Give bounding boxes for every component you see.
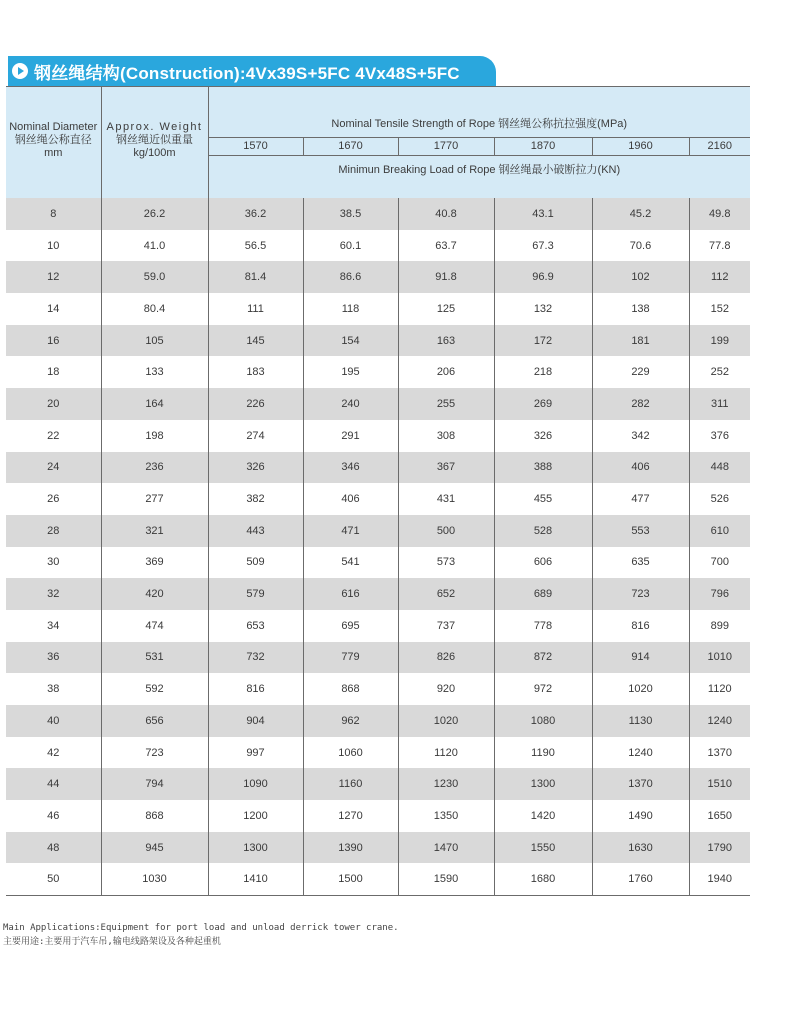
- diameter-cell: 38: [6, 673, 101, 705]
- breaking-load-cell: 1300: [208, 832, 303, 864]
- diameter-cell: 40: [6, 705, 101, 737]
- breaking-load-cell: 406: [592, 452, 689, 484]
- table-row: [6, 356, 750, 388]
- play-circle-icon: [12, 63, 28, 79]
- breaking-load-cell: 1010: [689, 642, 750, 674]
- breaking-load-cell: 914: [592, 642, 689, 674]
- footnote-zh: 主要用途:主要用于汽车吊,输电线路架设及各种起重机: [3, 937, 221, 947]
- weight-cell: 531: [101, 642, 208, 674]
- breaking-load-cell: 70.6: [592, 230, 689, 262]
- breaking-load-cell: 132: [494, 293, 592, 325]
- breaking-load-cell: 1410: [208, 863, 303, 895]
- breaking-load-cell: 1130: [592, 705, 689, 737]
- breaking-load-cell: 779: [303, 642, 398, 674]
- breaking-load-cell: 40.8: [398, 198, 494, 230]
- breaking-load-cell: 455: [494, 483, 592, 515]
- weight-cell: 868: [101, 800, 208, 832]
- breaking-load-cell: 723: [592, 578, 689, 610]
- diameter-cell: 48: [6, 832, 101, 864]
- breaking-load-cell: 172: [494, 325, 592, 357]
- grade-1770: 1770: [398, 138, 494, 156]
- breaking-load-cell: 308: [398, 420, 494, 452]
- table-row: [6, 673, 750, 705]
- breaking-load-cell: 183: [208, 356, 303, 388]
- grade-1670: 1670: [303, 138, 398, 156]
- breaking-load-cell: 431: [398, 483, 494, 515]
- breaking-load-cell: 229: [592, 356, 689, 388]
- grade-1870: 1870: [494, 138, 592, 156]
- breaking-load-cell: 86.6: [303, 261, 398, 293]
- breaking-load-cell: 1270: [303, 800, 398, 832]
- breaking-load-cell: 274: [208, 420, 303, 452]
- diameter-cell: 18: [6, 356, 101, 388]
- breaking-load-cell: 255: [398, 388, 494, 420]
- breaking-load-cell: 1550: [494, 832, 592, 864]
- breaking-load-cell: 125: [398, 293, 494, 325]
- diameter-cell: 44: [6, 768, 101, 800]
- breaking-load-cell: 195: [303, 356, 398, 388]
- breaking-load-cell: 700: [689, 547, 750, 579]
- weight-label-en: Approx. Weight: [106, 121, 203, 133]
- breaking-load-cell: 500: [398, 515, 494, 547]
- weight-cell: 1030: [101, 863, 208, 895]
- breaking-load-cell: 796: [689, 578, 750, 610]
- table-row: [6, 198, 750, 230]
- breaking-load-cell: 1230: [398, 768, 494, 800]
- breaking-load-cell: 526: [689, 483, 750, 515]
- breaking-load-cell: 181: [592, 325, 689, 357]
- breaking-load-cell: 1490: [592, 800, 689, 832]
- breaking-load-cell: 528: [494, 515, 592, 547]
- diameter-cell: 24: [6, 452, 101, 484]
- diameter-cell: 42: [6, 737, 101, 769]
- table-row: [6, 420, 750, 452]
- breaking-load-cell: 872: [494, 642, 592, 674]
- diameter-cell: 26: [6, 483, 101, 515]
- weight-cell: 656: [101, 705, 208, 737]
- breaking-load-cell: 1390: [303, 832, 398, 864]
- breaking-load-cell: 111: [208, 293, 303, 325]
- weight-cell: 321: [101, 515, 208, 547]
- weight-header: [101, 87, 208, 199]
- weight-cell: 198: [101, 420, 208, 452]
- diameter-cell: 34: [6, 610, 101, 642]
- table-row: [6, 578, 750, 610]
- breaking-load-cell: 1630: [592, 832, 689, 864]
- breaking-load-cell: 1350: [398, 800, 494, 832]
- breaking-load-cell: 1370: [689, 737, 750, 769]
- weight-label-zh: 钢丝绳近似重量: [116, 134, 193, 146]
- breaking-load-cell: 448: [689, 452, 750, 484]
- table-row: [6, 230, 750, 262]
- breaking-load-cell: 63.7: [398, 230, 494, 262]
- breaking-load-cell: 1020: [592, 673, 689, 705]
- breaking-load-cell: 342: [592, 420, 689, 452]
- weight-cell: 164: [101, 388, 208, 420]
- nominal-diameter-header: [6, 87, 101, 199]
- weight-cell: 105: [101, 325, 208, 357]
- breaking-load-cell: 1590: [398, 863, 494, 895]
- breaking-load-cell: 91.8: [398, 261, 494, 293]
- weight-cell: 80.4: [101, 293, 208, 325]
- breaking-load-cell: 737: [398, 610, 494, 642]
- breaking-load-cell: 899: [689, 610, 750, 642]
- breaking-load-cell: 579: [208, 578, 303, 610]
- weight-unit: kg/100m: [133, 147, 176, 159]
- breaking-load-cell: 269: [494, 388, 592, 420]
- table-row: [6, 547, 750, 579]
- breaking-load-cell: 1940: [689, 863, 750, 895]
- breaking-load-cell: 1470: [398, 832, 494, 864]
- diameter-cell: 28: [6, 515, 101, 547]
- nominal-diameter-label-en: Nominal Diameter: [9, 121, 98, 133]
- breaking-load-cell: 920: [398, 673, 494, 705]
- breaking-load-cell: 311: [689, 388, 750, 420]
- breaking-load-cell: 826: [398, 642, 494, 674]
- breaking-load-cell: 163: [398, 325, 494, 357]
- breaking-load-cell: 904: [208, 705, 303, 737]
- breaking-load-cell: 252: [689, 356, 750, 388]
- weight-cell: 277: [101, 483, 208, 515]
- table-row: [6, 452, 750, 484]
- diameter-cell: 36: [6, 642, 101, 674]
- breaking-load-cell: 36.2: [208, 198, 303, 230]
- diameter-cell: 50: [6, 863, 101, 895]
- diameter-cell: 46: [6, 800, 101, 832]
- breaking-load-cell: 541: [303, 547, 398, 579]
- breaking-load-cell: 477: [592, 483, 689, 515]
- breaking-load-cell: 1760: [592, 863, 689, 895]
- breaking-load-cell: 695: [303, 610, 398, 642]
- grade-2160: 2160: [689, 138, 750, 156]
- breaking-load-cell: 1080: [494, 705, 592, 737]
- diameter-cell: 22: [6, 420, 101, 452]
- breaking-load-cell: 653: [208, 610, 303, 642]
- nominal-diameter-unit: mm: [44, 147, 63, 159]
- breaking-load-cell: 43.1: [494, 198, 592, 230]
- breaking-load-cell: 226: [208, 388, 303, 420]
- table-row: [6, 705, 750, 737]
- wire-rope-spec-table: [6, 86, 750, 896]
- breaking-load-cell: 56.5: [208, 230, 303, 262]
- nominal-diameter-label-zh: 钢丝绳公称直径: [14, 134, 92, 146]
- breaking-load-header: Minimun Breaking Load of Rope 钢丝绳最小破断拉力(KN): [208, 156, 750, 199]
- breaking-load-cell: 1190: [494, 737, 592, 769]
- breaking-load-cell: 606: [494, 547, 592, 579]
- breaking-load-cell: 1060: [303, 737, 398, 769]
- breaking-load-cell: 962: [303, 705, 398, 737]
- breaking-load-cell: 1300: [494, 768, 592, 800]
- breaking-load-cell: 326: [494, 420, 592, 452]
- breaking-load-cell: 1160: [303, 768, 398, 800]
- diameter-cell: 30: [6, 547, 101, 579]
- breaking-load-cell: 509: [208, 547, 303, 579]
- weight-cell: 133: [101, 356, 208, 388]
- tensile-strength-header: Nominal Tensile Strength of Rope 钢丝绳公称抗拉强度(MPa): [208, 87, 750, 138]
- grade-1960: 1960: [592, 138, 689, 156]
- breaking-load-cell: 1510: [689, 768, 750, 800]
- table-row: [6, 768, 750, 800]
- table-row: [6, 515, 750, 547]
- weight-cell: 236: [101, 452, 208, 484]
- breaking-load-cell: 1240: [689, 705, 750, 737]
- breaking-load-cell: 816: [592, 610, 689, 642]
- breaking-load-cell: 553: [592, 515, 689, 547]
- weight-cell: 945: [101, 832, 208, 864]
- breaking-load-cell: 81.4: [208, 261, 303, 293]
- table-row: [6, 800, 750, 832]
- breaking-load-cell: 388: [494, 452, 592, 484]
- table-row: [6, 325, 750, 357]
- weight-cell: 41.0: [101, 230, 208, 262]
- breaking-load-cell: 145: [208, 325, 303, 357]
- breaking-load-cell: 376: [689, 420, 750, 452]
- table-row: [6, 642, 750, 674]
- breaking-load-cell: 1020: [398, 705, 494, 737]
- breaking-load-cell: 282: [592, 388, 689, 420]
- weight-cell: 59.0: [101, 261, 208, 293]
- breaking-load-cell: 868: [303, 673, 398, 705]
- breaking-load-cell: 291: [303, 420, 398, 452]
- table-row: [6, 388, 750, 420]
- diameter-cell: 16: [6, 325, 101, 357]
- breaking-load-cell: 138: [592, 293, 689, 325]
- breaking-load-cell: 346: [303, 452, 398, 484]
- table-row: [6, 832, 750, 864]
- weight-cell: 420: [101, 578, 208, 610]
- diameter-cell: 14: [6, 293, 101, 325]
- breaking-load-cell: 635: [592, 547, 689, 579]
- breaking-load-cell: 471: [303, 515, 398, 547]
- weight-cell: 369: [101, 547, 208, 579]
- breaking-load-cell: 96.9: [494, 261, 592, 293]
- breaking-load-cell: 1500: [303, 863, 398, 895]
- weight-cell: 26.2: [101, 198, 208, 230]
- weight-cell: 592: [101, 673, 208, 705]
- breaking-load-cell: 1120: [398, 737, 494, 769]
- diameter-cell: 10: [6, 230, 101, 262]
- breaking-load-cell: 406: [303, 483, 398, 515]
- breaking-load-cell: 38.5: [303, 198, 398, 230]
- breaking-load-cell: 60.1: [303, 230, 398, 262]
- breaking-load-cell: 443: [208, 515, 303, 547]
- breaking-load-cell: 218: [494, 356, 592, 388]
- breaking-load-cell: 778: [494, 610, 592, 642]
- breaking-load-cell: 102: [592, 261, 689, 293]
- breaking-load-cell: 367: [398, 452, 494, 484]
- table-row: [6, 261, 750, 293]
- breaking-load-cell: 573: [398, 547, 494, 579]
- breaking-load-cell: 326: [208, 452, 303, 484]
- table-row: [6, 737, 750, 769]
- breaking-load-cell: 816: [208, 673, 303, 705]
- breaking-load-cell: 199: [689, 325, 750, 357]
- breaking-load-cell: 154: [303, 325, 398, 357]
- breaking-load-cell: 77.8: [689, 230, 750, 262]
- diameter-cell: 20: [6, 388, 101, 420]
- breaking-load-cell: 112: [689, 261, 750, 293]
- breaking-load-cell: 1790: [689, 832, 750, 864]
- weight-cell: 794: [101, 768, 208, 800]
- breaking-load-cell: 118: [303, 293, 398, 325]
- breaking-load-cell: 732: [208, 642, 303, 674]
- table-row: [6, 863, 750, 895]
- diameter-cell: 32: [6, 578, 101, 610]
- breaking-load-cell: 45.2: [592, 198, 689, 230]
- breaking-load-cell: 1200: [208, 800, 303, 832]
- breaking-load-cell: 1090: [208, 768, 303, 800]
- section-title-bar: [8, 56, 496, 86]
- diameter-cell: 8: [6, 198, 101, 230]
- breaking-load-cell: 1650: [689, 800, 750, 832]
- breaking-load-cell: 1240: [592, 737, 689, 769]
- breaking-load-cell: 1120: [689, 673, 750, 705]
- table-body: [6, 198, 750, 896]
- breaking-load-cell: 1420: [494, 800, 592, 832]
- breaking-load-cell: 610: [689, 515, 750, 547]
- breaking-load-cell: 1370: [592, 768, 689, 800]
- table-row: [6, 610, 750, 642]
- table-row: [6, 293, 750, 325]
- weight-cell: 723: [101, 737, 208, 769]
- footnote: [3, 921, 399, 949]
- weight-cell: 474: [101, 610, 208, 642]
- breaking-load-cell: 616: [303, 578, 398, 610]
- grade-1570: 1570: [208, 138, 303, 156]
- breaking-load-cell: 206: [398, 356, 494, 388]
- breaking-load-cell: 997: [208, 737, 303, 769]
- breaking-load-cell: 972: [494, 673, 592, 705]
- breaking-load-cell: 652: [398, 578, 494, 610]
- breaking-load-cell: 49.8: [689, 198, 750, 230]
- breaking-load-cell: 382: [208, 483, 303, 515]
- section-title: 钢丝绳结构(Construction):4Vx39S+5FC 4Vx48S+5FC: [34, 63, 460, 83]
- footnote-en: Main Applications:Equipment for port load and unload derrick tower crane.: [3, 923, 399, 933]
- diameter-cell: 12: [6, 261, 101, 293]
- breaking-load-cell: 1680: [494, 863, 592, 895]
- breaking-load-cell: 67.3: [494, 230, 592, 262]
- breaking-load-cell: 152: [689, 293, 750, 325]
- breaking-load-cell: 689: [494, 578, 592, 610]
- table-row: [6, 483, 750, 515]
- breaking-load-cell: 240: [303, 388, 398, 420]
